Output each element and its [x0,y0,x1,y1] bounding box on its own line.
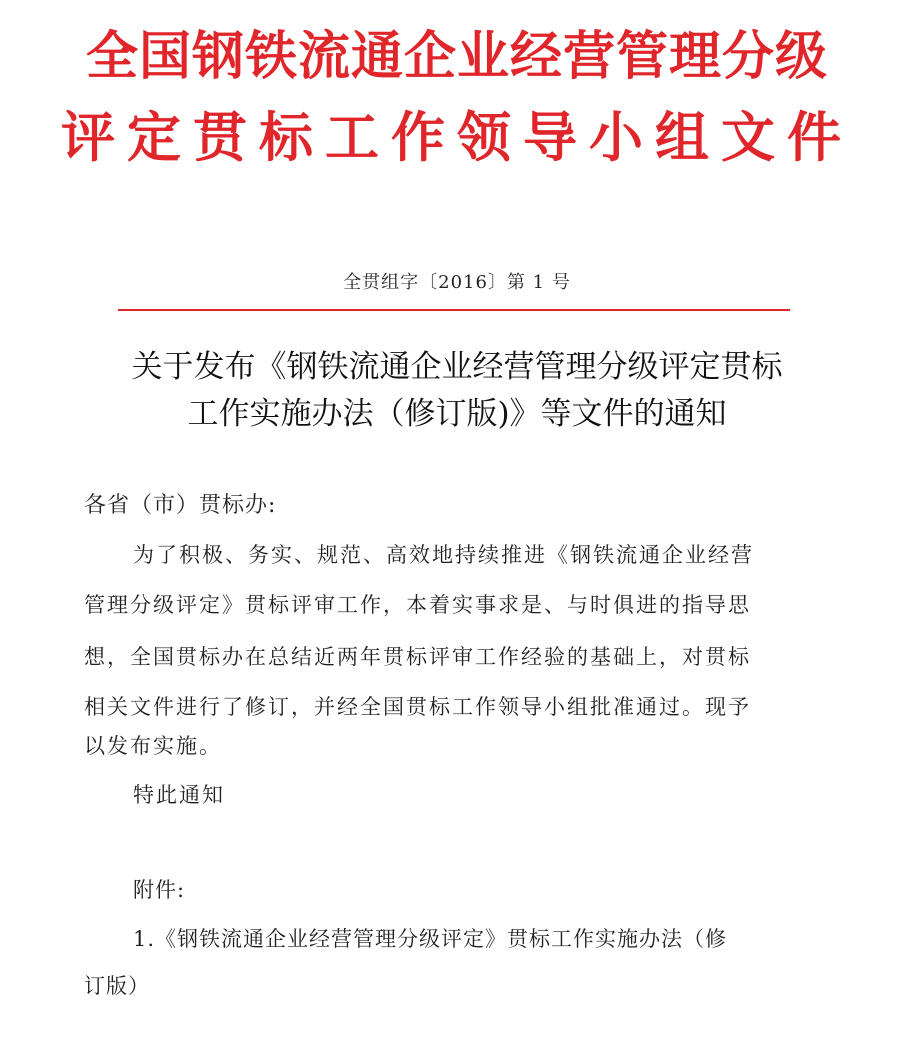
notice-title-line1: 关于发布《钢铁流通企业经营管理分级评定贯标 [131,349,783,385]
closing-remark: 特此通知 [133,783,225,807]
paragraph-line-3: 想，全国贯标办在总结近两年贯标评审工作经验的基础上，对贯标 [84,645,751,669]
attachment-item-1-line-2: 订版） [84,974,150,998]
paragraph-line-1: 为了积极、务实、规范、高效地持续推进《钢铁流通企业经营 [133,543,754,567]
header-title-line1: 全国钢铁流通企业经营管理分级 [85,26,828,87]
notice-title-line2: 工作实施办法（修订版)》等文件的通知 [187,396,727,432]
attachments-label: 附件: [133,878,186,902]
salutation: 各省（市）贯标办: [84,493,277,518]
attachment-item-1-line-1: 1.《钢铁流通企业经营管理分级评定》贯标工作实施办法（修 [133,927,728,951]
red-divider-line [118,309,790,311]
header-title-line2: 评定贯标工作领导小组文件 [61,105,853,169]
paragraph-line-5: 以发布实施。 [84,734,222,758]
document-number: 全贯组字〔2016〕第 1 号 [343,272,571,293]
paragraph-line-2: 管理分级评定》贯标评审工作，本着实事求是、与时俱进的指导思 [84,593,751,617]
paragraph-line-4: 相关文件进行了修订，并经全国贯标工作领导小组批准通过。现予 [84,695,751,719]
